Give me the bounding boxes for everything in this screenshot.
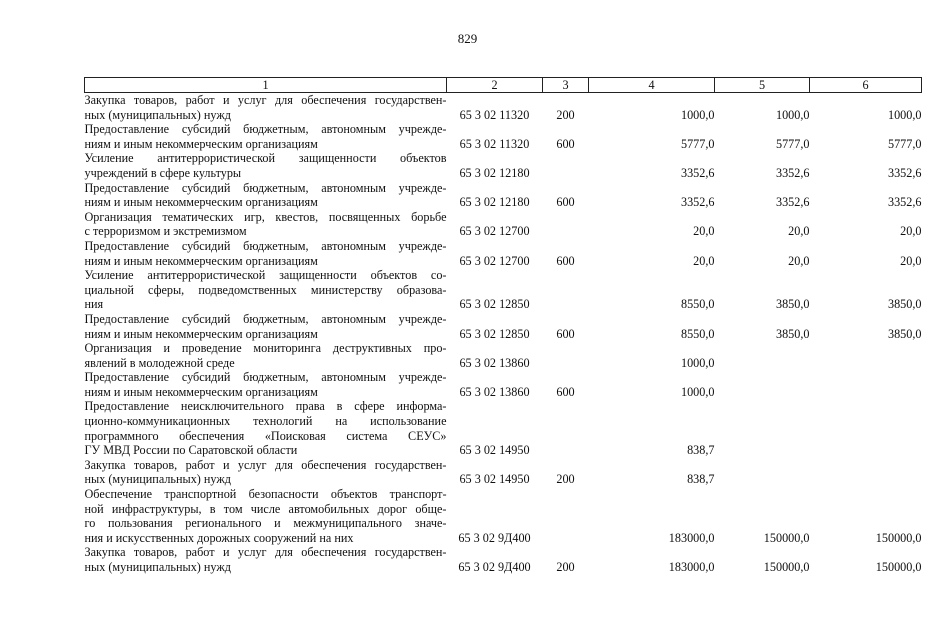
row-value-col-5: 20,0	[788, 253, 810, 268]
table-row	[85, 341, 922, 370]
row-target-code: 65 3 02 11320	[459, 107, 530, 122]
description-line: ния и искусственных дорожных сооружений на них	[84, 530, 354, 545]
row-description	[85, 151, 447, 180]
row-value-col-5: 150000,0	[763, 560, 810, 574]
budget-table	[84, 77, 922, 575]
description-line: Закупка товаров, работ и услуг для обеспечения государствен-	[84, 93, 447, 107]
row-expense-type: 200	[556, 107, 575, 122]
description-line: Предоставление субсидий бюджетным, автономным учрежде-	[84, 370, 447, 385]
row-expense-type	[543, 151, 589, 180]
row-description	[85, 93, 447, 123]
row-description	[85, 545, 447, 574]
description-line: Организация тематических игр, квестов, посвященных борьбе	[84, 209, 447, 224]
table-row	[85, 399, 922, 457]
description-line: Закупка товаров, работ и услуг для обеспечения государствен-	[84, 457, 447, 472]
row-value-col-5	[715, 399, 810, 457]
description-line: го пользования регионального и межмуниципального значе-	[84, 516, 447, 531]
row-target-code: 65 3 02 9Д400	[458, 530, 531, 545]
description-line: ниям и иным некоммерческим организациям	[84, 136, 318, 151]
header-col-5: 5	[715, 78, 810, 93]
row-value-col-5: 3352,6	[775, 195, 810, 210]
header-col-2: 2	[447, 78, 543, 93]
row-value-col-6	[810, 399, 922, 457]
row-target-code: 65 3 02 12700	[459, 253, 530, 268]
description-line: ниям и иным некоммерческим организациям	[84, 195, 318, 210]
row-description	[85, 122, 447, 151]
row-value-col-6: 5777,0	[887, 136, 922, 151]
row-value-col-6: 150000,0	[875, 560, 922, 574]
row-target-code: 65 3 02 12180	[459, 165, 530, 180]
row-value-col-6	[810, 341, 922, 370]
row-value-col-6: 3850,0	[887, 297, 922, 312]
row-value-col-5: 150000,0	[763, 530, 810, 545]
row-value-col-4: 20,0	[693, 253, 715, 268]
row-description	[85, 487, 447, 545]
description-line: Обеспечение транспортной безопасности объектов транспорт-	[84, 487, 447, 502]
header-row	[85, 78, 922, 93]
row-expense-type	[543, 210, 589, 239]
row-expense-type: 600	[556, 253, 575, 268]
row-description	[85, 181, 447, 210]
row-value-col-6: 20,0	[900, 224, 922, 239]
row-description	[85, 312, 447, 341]
row-expense-type	[543, 341, 589, 370]
row-value-col-6	[810, 370, 922, 399]
description-line: ных (муниципальных) нужд	[84, 472, 231, 487]
row-value-col-4: 838,7	[687, 472, 715, 487]
row-value-col-5: 5777,0	[775, 136, 810, 151]
row-target-code: 65 3 02 12850	[459, 326, 530, 341]
description-line: ной инфраструктуры, в том числе автомобильных дорог обще-	[84, 501, 447, 516]
description-line: Предоставление субсидий бюджетным, автономным учрежде-	[84, 180, 447, 195]
table-row	[85, 122, 922, 151]
description-line: с терроризмом и экстремизмом	[84, 224, 247, 239]
row-value-col-5: 3352,6	[775, 165, 810, 180]
row-value-col-4: 8550,0	[680, 297, 715, 312]
row-target-code: 65 3 02 14950	[459, 472, 530, 487]
row-expense-type	[543, 399, 589, 457]
row-value-col-4: 1000,0	[680, 107, 715, 122]
row-value-col-5: 3850,0	[775, 297, 810, 312]
table-row	[85, 210, 922, 239]
row-value-col-5: 20,0	[788, 224, 810, 239]
description-line: Предоставление субсидий бюджетным, автономным учрежде-	[84, 238, 447, 253]
header-col-4: 4	[589, 78, 715, 93]
row-description	[85, 458, 447, 487]
row-value-col-4: 3352,6	[680, 165, 715, 180]
table-body	[85, 93, 922, 575]
row-value-col-6: 3352,6	[887, 165, 922, 180]
row-target-code: 65 3 02 12850	[459, 297, 530, 312]
row-target-code: 65 3 02 12180	[459, 195, 530, 210]
table-row	[85, 370, 922, 399]
row-expense-type: 200	[556, 560, 575, 574]
description-line: Усиление антитеррористической защищенности объектов	[84, 151, 447, 166]
header-col-6: 6	[810, 78, 922, 93]
row-value-col-6: 1000,0	[887, 107, 922, 122]
page-number: 829	[457, 31, 478, 46]
description-line: ГУ МВД России по Саратовской области	[84, 443, 298, 458]
row-description	[85, 399, 447, 457]
row-expense-type: 600	[556, 326, 575, 341]
row-value-col-4: 183000,0	[668, 530, 715, 545]
description-line: программного обеспечения «Поисковая система СЕУС»	[84, 428, 447, 443]
row-value-col-6	[810, 458, 922, 487]
description-line: ционно-коммуникационных технологий на использование	[84, 414, 447, 429]
description-line: циальной сферы, подведомственных министерству образова-	[84, 282, 447, 297]
header-col-3: 3	[543, 78, 589, 93]
table-row	[85, 487, 922, 545]
row-expense-type: 600	[556, 384, 575, 399]
table-row	[85, 312, 922, 341]
row-value-col-5	[715, 341, 810, 370]
row-description	[85, 268, 447, 312]
description-line: Усиление антитеррористической защищенности объектов со-	[84, 268, 447, 283]
description-line: Предоставление субсидий бюджетным, автономным учрежде-	[84, 311, 447, 326]
row-value-col-4: 5777,0	[680, 136, 715, 151]
description-line: ниям и иным некоммерческим организациям	[84, 384, 318, 399]
row-expense-type	[543, 268, 589, 312]
row-expense-type: 600	[556, 195, 575, 210]
description-line: ных (муниципальных) нужд	[84, 560, 231, 574]
row-target-code: 65 3 02 11320	[459, 136, 530, 151]
row-description	[85, 341, 447, 370]
row-value-col-4: 183000,0	[668, 560, 715, 574]
description-line: Организация и проведение мониторинга деструктивных про-	[84, 341, 447, 356]
description-line: Предоставление субсидий бюджетным, автономным учрежде-	[84, 122, 447, 137]
row-description	[85, 210, 447, 239]
description-line: Предоставление неисключительного права в сфере информа-	[84, 399, 447, 414]
description-line: ния	[84, 297, 104, 312]
row-target-code: 65 3 02 9Д400	[458, 560, 531, 574]
row-value-col-5	[715, 370, 810, 399]
row-description	[85, 239, 447, 268]
row-value-col-5: 3850,0	[775, 326, 810, 341]
row-target-code: 65 3 02 14950	[459, 443, 530, 458]
row-target-code: 65 3 02 12700	[459, 224, 530, 239]
row-expense-type: 200	[556, 472, 575, 487]
row-value-col-4: 1000,0	[680, 384, 715, 399]
row-value-col-4: 838,7	[687, 443, 715, 458]
row-value-col-4: 20,0	[693, 224, 715, 239]
table-row	[85, 268, 922, 312]
row-value-col-4: 8550,0	[680, 326, 715, 341]
description-line: ниям и иным некоммерческим организациям	[84, 253, 318, 268]
row-value-col-6: 3352,6	[887, 195, 922, 210]
description-line: Закупка товаров, работ и услуг для обеспечения государствен-	[84, 545, 447, 560]
description-line: учреждений в сфере культуры	[84, 165, 242, 180]
description-line: ниям и иным некоммерческим организациям	[84, 326, 318, 341]
row-value-col-6: 20,0	[900, 253, 922, 268]
row-value-col-5: 1000,0	[775, 107, 810, 122]
row-value-col-5	[715, 458, 810, 487]
row-value-col-4: 1000,0	[680, 355, 715, 370]
row-value-col-6: 150000,0	[875, 530, 922, 545]
table-row	[85, 239, 922, 268]
row-expense-type	[543, 487, 589, 545]
table-row	[85, 181, 922, 210]
table-row	[85, 458, 922, 487]
row-target-code: 65 3 02 13860	[459, 384, 530, 399]
row-target-code: 65 3 02 13860	[459, 355, 530, 370]
row-value-col-6: 3850,0	[887, 326, 922, 341]
table-header	[85, 78, 922, 93]
table-row	[85, 545, 922, 574]
description-line: явлений в молодежной среде	[84, 355, 235, 370]
row-value-col-4: 3352,6	[680, 195, 715, 210]
header-col-1: 1	[85, 78, 447, 93]
row-expense-type: 600	[556, 136, 575, 151]
row-description	[85, 370, 447, 399]
description-line: ных (муниципальных) нужд	[84, 107, 231, 122]
table-row	[85, 151, 922, 180]
table-row	[85, 93, 922, 123]
